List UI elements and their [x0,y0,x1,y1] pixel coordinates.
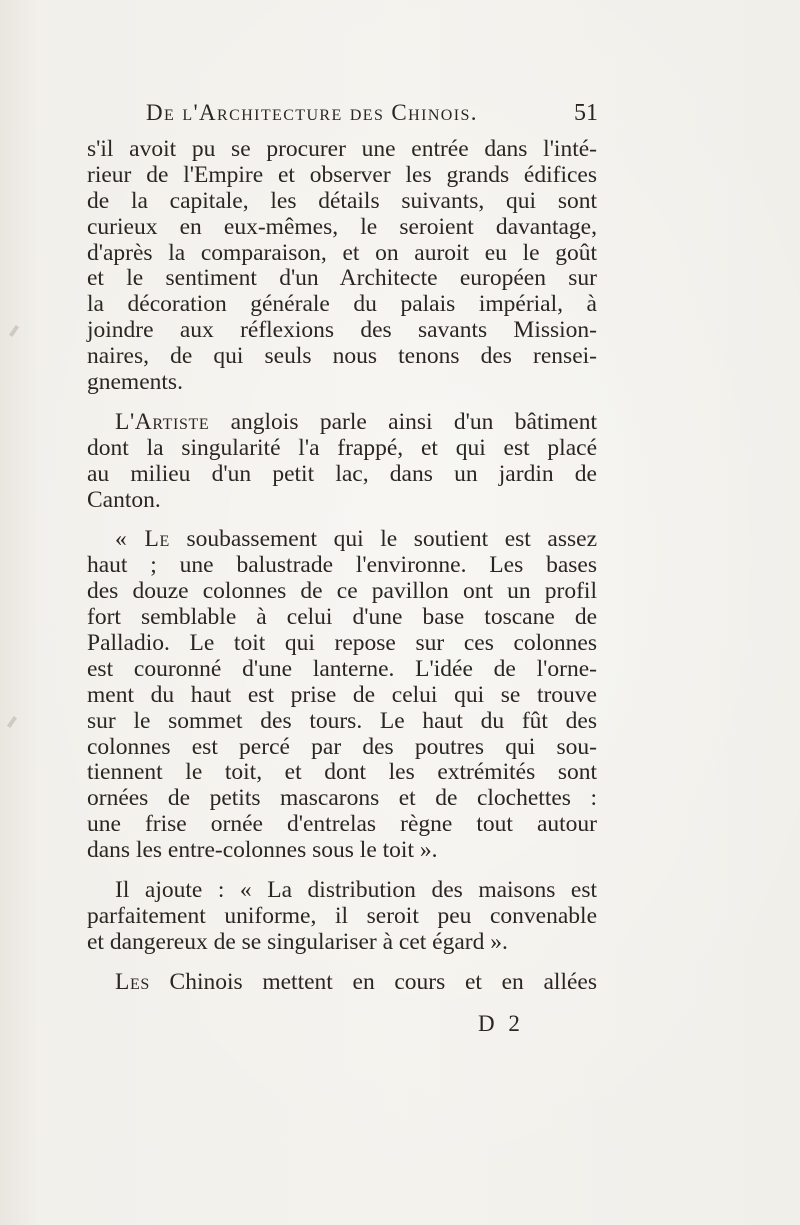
text-line: s'il avoit pu se procurer une entrée dans l'inté- [87,136,597,162]
paragraph-gap [87,956,597,970]
text-line: est couronné d'une lanterne. L'idée de l'orne- [87,655,597,682]
text-line: la décoration générale du palais impérial, à [87,291,597,318]
text-line [87,970,597,996]
line-text: Chinois mettent en cours et en allées [149,968,597,995]
text-line: ornées de petits mascarons et de clochettes : [87,785,597,812]
paper-mark [7,716,17,728]
page-header [146,100,598,140]
text-line: de la capitale, les détails suivants, qui sont [87,187,597,214]
text-line [87,410,597,436]
line-text: soubassement qui le soutient est assez [169,526,598,553]
text-line: des douze colonnes de ce pavillon ont un profil [87,578,597,605]
lead-word: L'Artiste [115,408,210,435]
paragraph [87,878,597,956]
line-text: anglois parle ainsi d'un bâtiment [209,408,597,435]
paragraph [87,527,597,864]
text-line: Il ajoute : « La distribution des maisons est [115,877,597,904]
text-line: sur le sommet des tours. Le haut du fût des [87,707,597,734]
text-line: et le sentiment d'un Architecte européen sur [87,265,597,292]
paragraph [87,970,597,996]
text-line: Canton. [87,486,161,513]
paragraph [87,410,597,514]
lead-word: « Le [115,526,170,553]
text-line: ment du haut est prise de celui qui se trouve [87,681,597,708]
text-line: au milieu d'un petit lac, dans un jardin de [87,460,597,487]
lead-word: Les [115,968,150,995]
text-line: colonnes est percé par des poutres qui sou- [87,733,597,760]
text-line: gnements. [87,369,183,396]
text-line: haut ; une balustrade l'environne. Les bases [87,552,597,579]
paragraph-gap [87,513,597,527]
text-line: joindre aux réflexions des savants Mission- [87,317,597,344]
signature-mark: D 2 [478,1011,524,1036]
text-line: d'après la comparaison, et on auroit eu le goût [87,239,597,266]
text-line: fort semblable à celui d'une base toscane de [87,604,597,631]
text-line: curieux en eux-mêmes, le seroient davantage, [87,213,597,240]
body-text [87,137,597,996]
text-line: tiennent le toit, et dont les extrémités sont [87,759,597,786]
text-line [87,527,597,553]
text-line: et dangereux de se singulariser à cet égard ». [87,928,508,955]
text-line: naires, de qui seuls nous tenons des rensei- [87,343,597,370]
paper-mark [9,325,19,337]
paragraph-gap [87,864,597,878]
running-title: De l'Architecture des Chinois. [146,100,478,125]
paragraph-gap [87,396,597,410]
text-line: une frise ornée d'entrelas règne tout autour [87,811,597,838]
text-line: dans les entre-colonnes sous le toit ». [87,837,438,864]
text-line: dont la singularité l'a frappé, et qui est placé [87,434,597,461]
paragraph [87,137,597,396]
page-number: 51 [574,100,598,126]
text-line: Palladio. Le toit qui repose sur ces colonnes [87,630,597,657]
text-line: rieur de l'Empire et observer les grands édifices [87,161,597,188]
text-line: parfaitement uniforme, il seroit peu convenable [87,902,597,929]
